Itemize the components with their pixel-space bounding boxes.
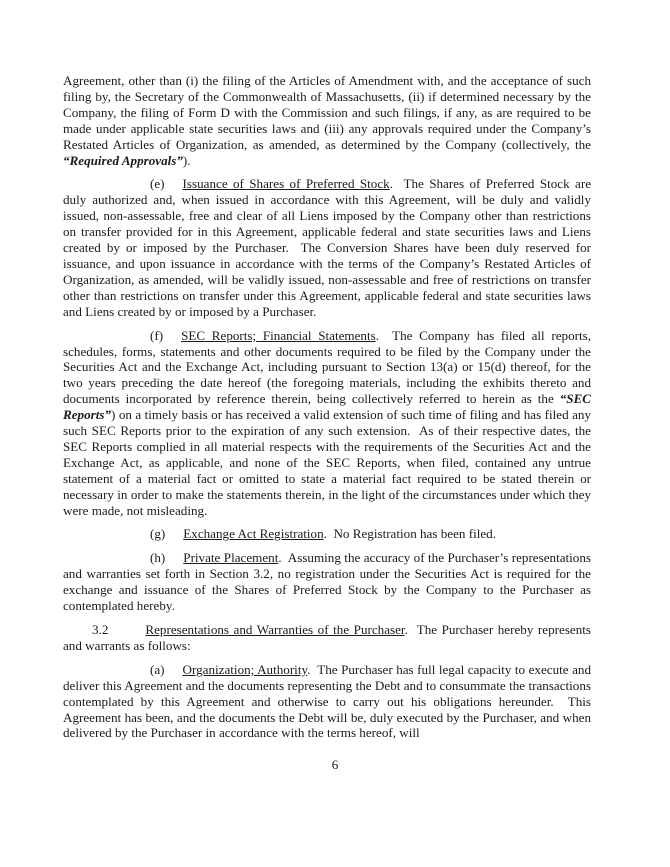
text-segment: Issuance of Shares of Preferred Stock: [182, 176, 390, 192]
text-segment: . The Purchaser hereby represents and warrants as follows:: [63, 622, 592, 653]
text-segment: (a): [150, 661, 165, 677]
paragraph: [63, 662, 591, 742]
text-segment: . The Shares of Preferred Stock are duly authorized and, when issued in accordance with this Agreement, will be duly and validly issued, non-assessable, free and clear of all Liens imposed by the Company other than restrictions on transfer provided for in this Agreement, applicable federal and state securities laws and Liens created by or imposed by the Purchaser. The Conversion Shares have been duly reserved for issuance, and upon issuance in accordance with the terms of the Company’s Restated Articles of Organization, as amended, will be validly issued, non-assessable and free of restrictions on transfer other than restrictions on transfer under this Agreement, applicable federal and state securities laws and Liens created by or imposed by a Purchaser.: [63, 176, 592, 319]
text-segment: . No Registration has been filed.: [323, 526, 497, 542]
text-segment: Organization; Authority: [182, 661, 308, 677]
text-segment: “SEC Reports”: [63, 391, 591, 423]
text-segment: 3.2: [92, 622, 109, 637]
text-segment: Agreement, other than (i) the filing of the Articles of Amendment with, and the acceptance of such filing by, the Secretary of the Commonwealth of Massachusetts, (ii) if determined necessary by the Company, the filing of Form D with the Commission and such filings, if any, as are required to be made under applicable state securities laws and (iii) any approvals required under the Company’s Restated Articles of Organization, as amended, as determined by the Company (collectively, the: [63, 73, 591, 152]
text-segment: “Required Approvals”: [63, 152, 183, 168]
paragraph: [63, 550, 591, 614]
paragraph: [63, 622, 591, 654]
text-segment: . The Company has filed all reports, schedules, forms, statements and other documents required to be filed by the Company under the Securities Act and the Exchange Act, including pursuant to Section 13(a) or 15(d) thereof, for the two years preceding the date hereof (the foregoing materials, including the exhibits thereto and documents incorporated by reference therein, being collectively referred to herein as the: [63, 327, 591, 407]
text-segment: (g): [150, 526, 166, 542]
text-segment: (e): [150, 176, 165, 192]
paragraph: [63, 328, 591, 519]
text-segment: ).: [182, 152, 191, 168]
text-segment: . The Purchaser has full legal capacity to execute and deliver this Agreement and the documents representing the Debt and to consummate the transactions contemplated by this Agreement and otherwise to carry out his obligations hereunder. This Agreement has been, and the documents the Debt will be, duly executed by the Purchaser, and when delivered by the Purchaser in accordance with the terms hereof, will: [63, 661, 591, 741]
text-segment: (h): [150, 550, 166, 566]
paragraph: [63, 73, 591, 168]
text-segment: Representations and Warranties of the Purchaser: [145, 622, 405, 637]
text-segment: SEC Reports; Financial Statements: [181, 327, 376, 343]
page-number: 6: [331, 757, 339, 772]
text-segment: Exchange Act Registration: [183, 526, 324, 542]
text-segment: ) on a timely basis or has received a valid extension of such time of filing and has filed any such SEC Reports prior to the expiration of any such extension. As of their respective dates, the SEC Reports complied in all material respects with the requirements of the Securities Act and the Exchange Act, as applicable, and none of the SEC Reports, when filed, contained any untrue statement of a material fact or omitted to state a material fact required to be stated therein or necessary in order to make the statements therein, in the light of the circumstances under which they were made, not misleading.: [63, 407, 591, 518]
paragraph: [63, 526, 591, 542]
paragraph: [63, 176, 591, 319]
text-segment: . Assuming the accuracy of the Purchaser’s representations and warranties set forth in Section 3.2, no registration under the Securities Act is required for the exchange and issuance of the Shares of Preferred Stock by the Company to the Purchaser as contemplated hereby.: [63, 550, 591, 614]
document-body: [63, 73, 591, 749]
text-segment: (f): [150, 327, 164, 343]
text-segment: Private Placement: [183, 550, 279, 566]
